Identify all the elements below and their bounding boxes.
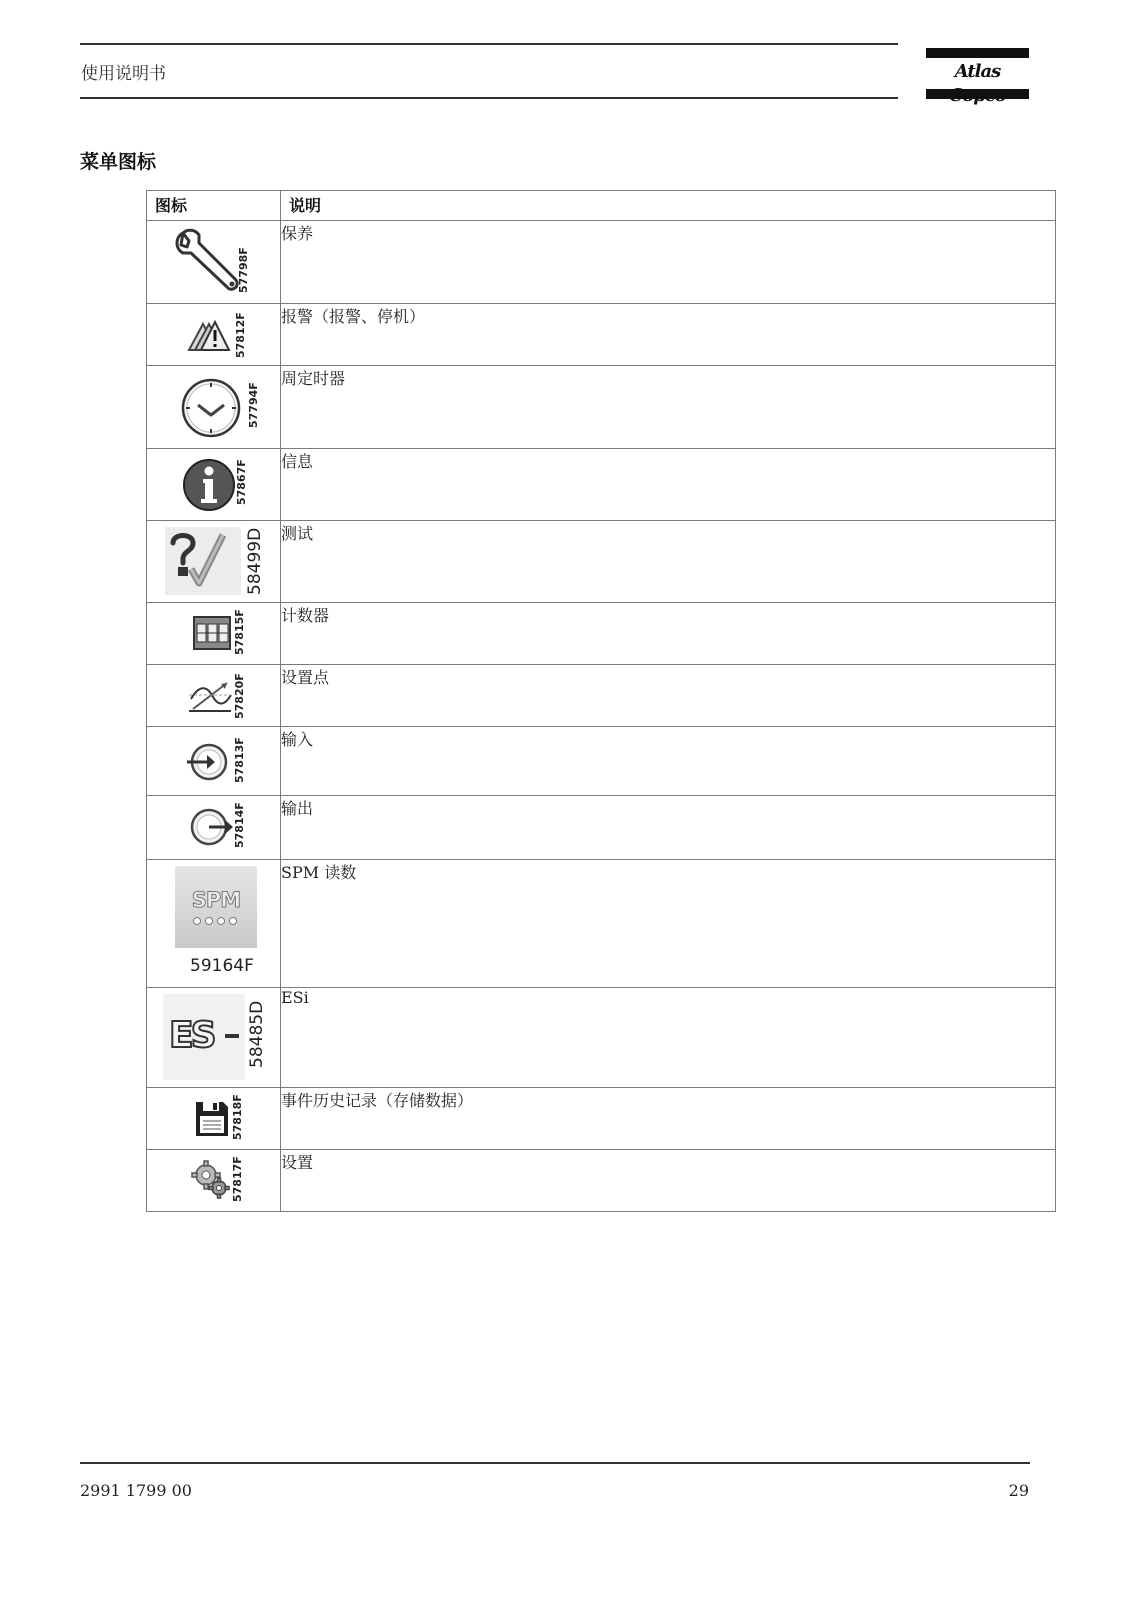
- input-icon: [185, 741, 229, 783]
- icon-code: 57815F: [233, 609, 246, 655]
- icon-description: 计数器: [281, 603, 1056, 665]
- table-header-row: [147, 191, 1056, 221]
- icon-code: 57820F: [233, 673, 246, 719]
- icon-cell: [147, 603, 281, 665]
- output-icon: [189, 806, 235, 848]
- icon-code: 57794F: [247, 382, 260, 428]
- table-row: [147, 796, 1056, 860]
- table-row: [147, 860, 1056, 988]
- table-row: [147, 449, 1056, 521]
- icon-code: 57818F: [231, 1094, 244, 1140]
- spm-dots: [192, 916, 240, 926]
- icon-description: 报警（报警、停机）: [281, 304, 1056, 366]
- footer-page-number: 29: [1008, 1481, 1029, 1500]
- icon-description: SPM 读数: [281, 860, 1056, 988]
- icon-code: 59164F: [190, 956, 254, 976]
- icon-cell: [147, 727, 281, 796]
- icon-description: 保养: [281, 221, 1056, 304]
- icon-code: 57798F: [237, 247, 250, 293]
- info-icon: [181, 457, 237, 513]
- header-title: 使用说明书: [81, 64, 166, 84]
- setpoint-icon: [187, 677, 233, 715]
- table-row: [147, 1088, 1056, 1150]
- test-icon: [165, 527, 241, 595]
- table-row: [147, 1150, 1056, 1212]
- alarm-icon: [187, 316, 233, 352]
- table-row: [147, 221, 1056, 304]
- clock-icon: [180, 377, 242, 439]
- header-icon-column: 图标: [147, 191, 281, 221]
- icon-code: 57812F: [234, 312, 247, 358]
- icon-cell: [147, 988, 281, 1088]
- gears-icon: [191, 1160, 231, 1200]
- icon-cell: [147, 860, 281, 988]
- icon-code: 57814F: [233, 802, 246, 848]
- wrench-icon: [173, 227, 243, 295]
- header-rule-top: [80, 43, 898, 45]
- icon-cell: [147, 521, 281, 603]
- icon-cell: [147, 366, 281, 449]
- icon-description: 测试: [281, 521, 1056, 603]
- spm-icon: [175, 866, 257, 948]
- icon-code: 57817F: [231, 1156, 244, 1202]
- table-row: [147, 304, 1056, 366]
- icon-description: 周定时器: [281, 366, 1056, 449]
- table-row: [147, 366, 1056, 449]
- icon-description: 设置点: [281, 665, 1056, 727]
- icon-cell: [147, 221, 281, 304]
- icon-description: 输出: [281, 796, 1056, 860]
- footer-rule: [80, 1462, 1030, 1464]
- header-rule-bottom: [80, 97, 898, 99]
- logo-text: Atlas: [954, 61, 1001, 82]
- icon-description: ESi: [281, 988, 1056, 1088]
- icon-cell: [147, 796, 281, 860]
- spm-icon-text: SPM: [191, 888, 241, 912]
- icon-cell: [147, 304, 281, 366]
- table-row: [147, 727, 1056, 796]
- footer-doc-number: 2991 1799 00: [80, 1481, 192, 1500]
- atlas-copco-logo: [926, 48, 1029, 99]
- icon-cell: [147, 665, 281, 727]
- esi-icon: [163, 994, 245, 1080]
- esi-icon-text: ES: [169, 1015, 214, 1056]
- counter-icon: [193, 616, 231, 650]
- icon-description: 输入: [281, 727, 1056, 796]
- table-row: [147, 521, 1056, 603]
- icon-code: 57813F: [233, 737, 246, 783]
- icon-cell: [147, 1088, 281, 1150]
- icon-cell: [147, 1150, 281, 1212]
- icon-code: 58485D: [247, 1000, 267, 1068]
- icon-description: 事件历史记录（存储数据）: [281, 1088, 1056, 1150]
- icon-code: 58499D: [245, 527, 265, 595]
- section-title: 菜单图标: [80, 151, 157, 173]
- menu-icons-table: [146, 190, 1056, 1212]
- table-row: [147, 988, 1056, 1088]
- icon-code: 57867F: [235, 459, 248, 505]
- header-description-column: 说明: [281, 191, 1056, 221]
- icon-description: 信息: [281, 449, 1056, 521]
- table-row: [147, 603, 1056, 665]
- icon-description: 设置: [281, 1150, 1056, 1212]
- icon-cell: [147, 449, 281, 521]
- table-row: [147, 665, 1056, 727]
- floppy-icon: [195, 1101, 229, 1137]
